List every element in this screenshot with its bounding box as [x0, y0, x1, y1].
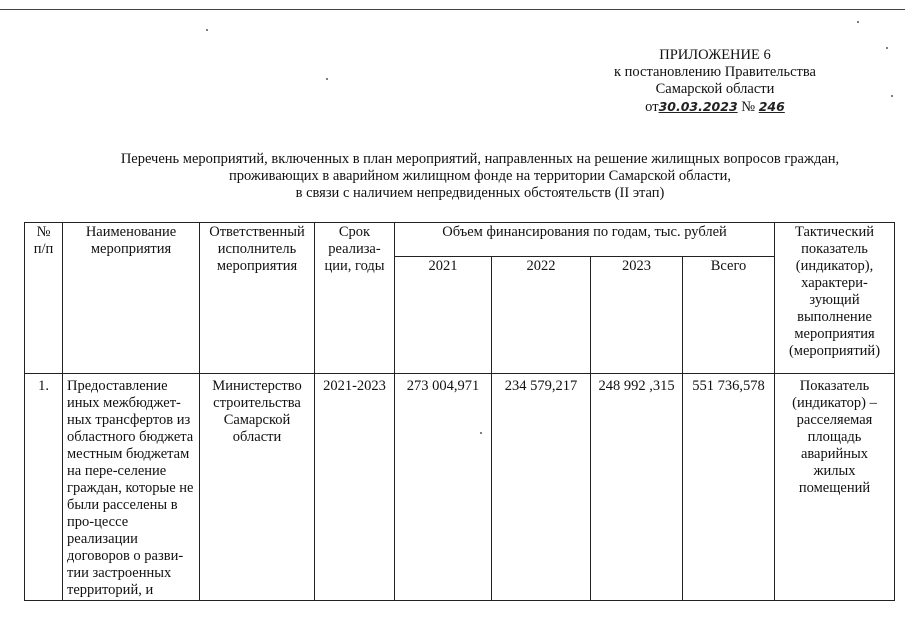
appendix-header — [560, 47, 870, 116]
header-funding: Объем финансирования по годам, тыс. рублей — [395, 223, 775, 257]
appendix-date-line — [560, 98, 870, 116]
header-row-1 — [25, 223, 895, 257]
title-line-2: проживающих в аварийном жилищном фонде на территории Самарской области, — [228, 168, 731, 184]
row-2023: 248 992 ,315 — [591, 374, 683, 601]
row-indicator: Показатель (индикатор) – расселяемая площадь аварийных жилых помещений — [775, 374, 895, 601]
top-border-line — [0, 9, 905, 10]
header-indicator: Тактический показатель (индикатор), характери-зующий выполнение мероприятия (мероприятий) — [775, 223, 895, 374]
row-executor: Министерство строительства Самарской области — [200, 374, 315, 601]
appendix-title: ПРИЛОЖЕНИЕ 6 — [659, 47, 771, 63]
title-line-3: в связи с наличием непредвиденных обстоятельств (II этап) — [295, 185, 665, 201]
appendix-decree-ref: к постановлению Правительства — [614, 64, 816, 80]
row-total: 551 736,578 — [683, 374, 775, 601]
row-term: 2021-2023 — [315, 374, 395, 601]
header-year-2022: 2022 — [492, 257, 591, 374]
header-executor: Ответственный исполнитель мероприятия — [200, 223, 315, 374]
appendix-region: Самарской области — [655, 81, 775, 97]
header-num: № п/п — [25, 223, 63, 374]
measures-table — [24, 222, 895, 601]
row-num: 1. — [25, 374, 63, 601]
handwritten-number: 246 — [758, 99, 785, 114]
scan-speck — [857, 21, 859, 23]
table-row — [25, 374, 895, 601]
scan-speck — [480, 432, 482, 434]
document-title — [55, 151, 905, 202]
header-total: Всего — [683, 257, 775, 374]
date-prefix: от — [645, 99, 659, 115]
row-2021: 273 004,971 — [395, 374, 492, 601]
number-prefix: № — [741, 99, 756, 115]
handwritten-date: 30.03.2023 — [658, 99, 738, 114]
header-year-2021: 2021 — [395, 257, 492, 374]
header-name: Наименование мероприятия — [63, 223, 200, 374]
scan-speck — [206, 29, 208, 31]
header-year-2023: 2023 — [591, 257, 683, 374]
title-line-1: Перечень мероприятий, включенных в план мероприятий, направленных на решение жилищных вопросов граждан, — [120, 151, 840, 167]
header-term: Срок реализа-ции, годы — [315, 223, 395, 374]
scan-speck — [326, 78, 328, 80]
row-name: Предоставление иных межбюджет-ных трансфертов из областного бюджета местным бюджетам на пере-селение граждан, которые не были расселены в про-цессе реализации договоров о разви-тии застроенных территорий, и — [63, 374, 200, 601]
row-2022: 234 579,217 — [492, 374, 591, 601]
scan-speck — [886, 47, 888, 49]
scan-speck — [891, 95, 893, 97]
